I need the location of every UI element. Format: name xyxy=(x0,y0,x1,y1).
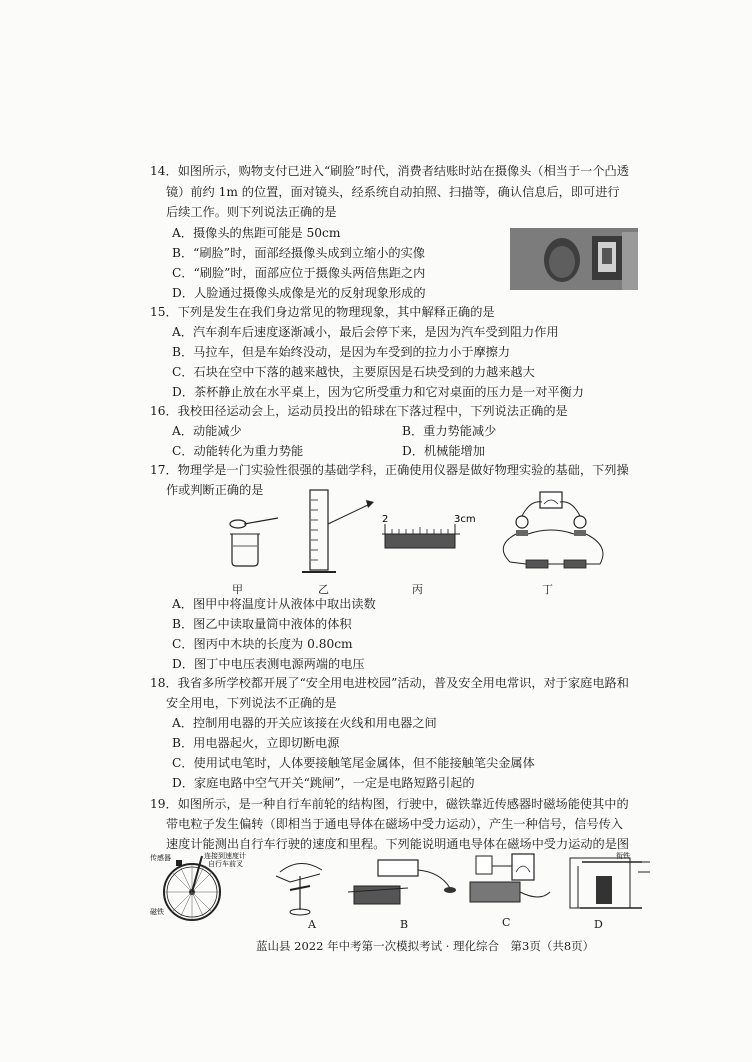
bike-label-fork: 自行车前叉 xyxy=(208,860,243,868)
thermometer-beaker-figure xyxy=(230,518,278,566)
q14-stem-line1: 14．如图所示，购物支付已进入“刷脸”时代，消费者结账时站在摄像头（相当于一个凸透 xyxy=(150,164,629,178)
q16-stem: 16．我校田径运动会上，运动员投出的铅球在下落过程中，下列说法正确的是 xyxy=(150,404,568,418)
q14-option-c: C．“刷脸”时，面部应位于摄像头两倍焦距之内 xyxy=(172,266,426,280)
q18-stem-line2: 安全用电，下列说法不正确的是 xyxy=(166,696,337,710)
q19-stem-line3: 速度计能测出自行车行驶的速度和里程。下列能说明通电导体在磁场中受力运动的是图 xyxy=(166,837,630,851)
q14-stem-line2: 镜）前约 1m 的位置，面对镜头，经系统自动拍照、扫描等，确认信息后，即可进行 xyxy=(166,185,620,199)
q17-stem-line1: 17．物理学是一门实验性很强的基础学科，正确使用仪器是做好物理实验的基础，下列操 xyxy=(150,463,629,477)
bike-label-speedometer: 连接到速度计 xyxy=(204,852,246,860)
q19-fig-label-c: C xyxy=(502,916,511,929)
q19-stem-line2: 带电粒子发生偏转（即相当于通电导体在磁场中受力运动），产生一种信号，信号传入 xyxy=(166,817,624,831)
q15-option-a: A．汽车刹车后速度逐渐减小，最后会停下来，是因为汽车受到阻力作用 xyxy=(172,325,559,339)
q17-fig-label-ding: 丁 xyxy=(542,583,553,596)
q19-fig-label-b: B xyxy=(400,918,409,931)
bike-label-sensor: 传感器 xyxy=(150,854,171,862)
page-footer: 蓝山县 2022 年中考第一次模拟考试 · 理化综合 第3页（共8页） xyxy=(256,939,595,953)
ruler-mark-2: 2 xyxy=(382,514,389,525)
q17-option-a: A．图甲中将温度计从液体中取出读数 xyxy=(172,597,376,611)
q19-figures xyxy=(150,852,650,922)
q14-option-b: B．“刷脸”时，面部经摄像头成到立缩小的实像 xyxy=(172,246,425,260)
q16-option-b: B．重力势能减少 xyxy=(402,424,497,438)
q18-stem-line1: 18．我省多所学校都开展了“安全用电进校园”活动，普及安全用电常识，对于家庭电路和 xyxy=(150,676,629,690)
option-a-figure xyxy=(276,863,322,915)
q19-fig-label-a: A xyxy=(308,918,316,931)
q17-stem-line2: 作或判断正确的是 xyxy=(166,483,264,497)
q16-option-c: C．动能转化为重力势能 xyxy=(172,444,304,458)
q17-fig-label-jia: 甲 xyxy=(232,583,243,596)
q19-stem-line1: 19．如图所示，是一种自行车前轮的结构图，行驶中，磁铁靠近传感器时磁场能使其中的 xyxy=(150,797,629,811)
measuring-cylinder-figure xyxy=(302,490,374,572)
q15-option-c: C．石块在空中下落的越来越快，主要原因是石块受到的力越来越大 xyxy=(172,365,535,379)
ruler-mark-3cm: 3cm xyxy=(454,514,476,525)
bike-label-magnet: 磁铁 xyxy=(150,908,164,916)
ruler-block-figure xyxy=(382,514,476,548)
bike-wheel-figure xyxy=(150,852,246,920)
q17-option-d: D．图丁中电压表测电源两端的电压 xyxy=(172,657,365,671)
q17-fig-label-yi: 乙 xyxy=(318,583,329,596)
face-scan-photo xyxy=(510,228,638,290)
q17-option-c: C．图丙中木块的长度为 0.80cm xyxy=(172,637,353,651)
circuit-figure xyxy=(503,492,603,568)
q19-fig-label-d: D xyxy=(594,918,603,931)
q14-stem-line3: 后续工作。则下列说法正确的是 xyxy=(166,205,337,219)
option-c-figure xyxy=(470,854,550,902)
q18-option-d: D．家庭电路中空气开关“跳闸”，一定是电路短路引起的 xyxy=(172,776,475,790)
relay-label-armature: 衔铁 xyxy=(616,852,630,860)
q16-option-d: D．机械能增加 xyxy=(402,444,485,458)
option-b-figure xyxy=(348,860,456,904)
q15-option-d: D．茶杯静止放在水平桌上，因为它所受重力和它对桌面的压力是一对平衡力 xyxy=(172,385,584,399)
q18-option-b: B．用电器起火，立即切断电源 xyxy=(172,736,340,750)
q15-option-b: B．马拉车，但是车始终没动，是因为车受到的拉力小于摩擦力 xyxy=(172,345,511,359)
q16-option-a: A．动能减少 xyxy=(172,424,242,438)
q17-figures xyxy=(210,486,660,582)
q15-stem: 15．下列是发生在我们身边常见的物理现象，其中解释正确的是 xyxy=(150,305,495,319)
q17-option-b: B．图乙中读取量筒中液体的体积 xyxy=(172,617,352,631)
option-d-figure xyxy=(570,852,650,908)
q14-option-d: D．人脸通过摄像头成像是光的反射现象形成的 xyxy=(172,286,426,300)
q17-fig-label-bing: 丙 xyxy=(412,583,423,596)
q18-option-c: C．使用试电笔时，人体要接触笔尾金属体，但不能接触笔尖金属体 xyxy=(172,756,535,770)
q18-option-a: A．控制用电器的开关应该接在火线和用电器之间 xyxy=(172,716,437,730)
q14-option-a: A．摄像头的焦距可能是 50cm xyxy=(172,226,341,240)
